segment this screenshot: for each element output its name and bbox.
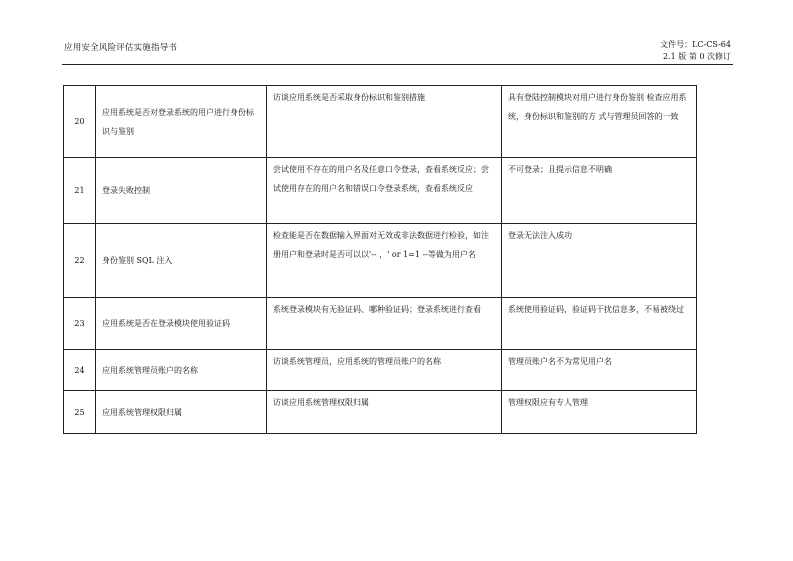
header-divider	[62, 64, 733, 65]
check-method: 尝试使用不存在的用户名及任意口令登录，查看系统反应；尝试使用存在的用户名和错误口令登录系统，查看系统反应	[267, 158, 502, 224]
table-row	[64, 391, 697, 434]
row-number: 25	[64, 391, 96, 434]
check-item: 登录失败控制	[96, 158, 267, 224]
check-item: 应用系统管理员账户的名称	[96, 350, 267, 391]
check-method: 访谈系统管理员，应用系统的管理员账户的名称	[267, 350, 502, 391]
row-number: 22	[64, 224, 96, 298]
document-number: 文件号：LC-CS-64	[660, 40, 731, 49]
table-row	[64, 86, 697, 158]
table-row	[64, 224, 697, 298]
check-item: 应用系统管理权限归属	[96, 391, 267, 434]
table-row	[64, 350, 697, 391]
expected-result: 具有登陆控制模块对用户进行身份鉴别 检查应用系统，身份标识和鉴别的方 式与管理员回答的一致	[502, 86, 697, 158]
row-number: 24	[64, 350, 96, 391]
check-method: 访谈应用系统管理权限归属	[267, 391, 502, 434]
check-item: 应用系统是否在登录模块使用验证码	[96, 298, 267, 350]
check-item: 身份鉴别 SQL 注入	[96, 224, 267, 298]
document-title: 应用安全风险评估实施指导书	[64, 43, 178, 53]
table-row	[64, 158, 697, 224]
row-number: 20	[64, 86, 96, 158]
assessment-table	[63, 85, 697, 434]
expected-result: 系统使用验证码，验证码干扰信息多，不易被绕过	[502, 298, 697, 350]
expected-result: 管理权限应有专人管理	[502, 391, 697, 434]
expected-result: 登录无法注入成功	[502, 224, 697, 298]
document-meta	[660, 39, 731, 63]
row-number: 23	[64, 298, 96, 350]
expected-result: 不可登录；且提示信息不明确	[502, 158, 697, 224]
row-number: 21	[64, 158, 96, 224]
check-method: 访谈应用系统是否采取身份标识和鉴别措施	[267, 86, 502, 158]
check-item: 应用系统是否对登录系统的用户进行身份标识与鉴别	[96, 86, 267, 158]
expected-result: 管理员账户名不为常见用户名	[502, 350, 697, 391]
document-revision: 2.1 版 第 0 次修订	[663, 52, 731, 61]
table-row	[64, 298, 697, 350]
check-method: 系统登录模块有无验证码、哪种验证码；登录系统进行查看	[267, 298, 502, 350]
check-method: 检查能是否在数据输入界面对无效或非法数据进行检验，如注册用户和登录时是否可以以'-- ，' or 1=1 --等做为用户名	[267, 224, 502, 298]
